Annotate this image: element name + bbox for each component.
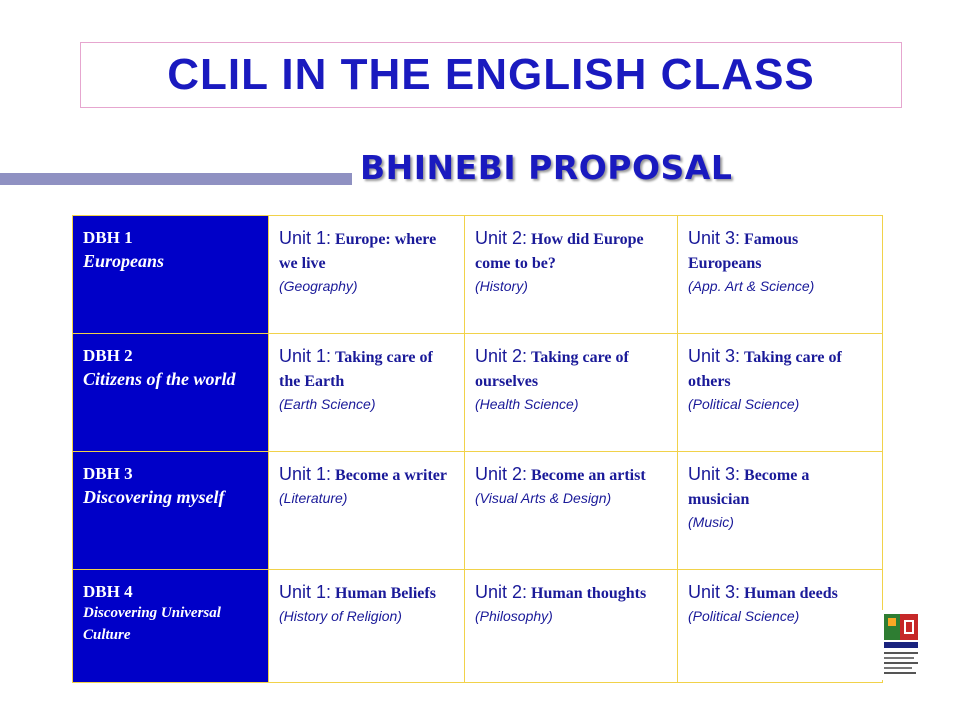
unit-title: Become an artist [531,467,646,485]
unit-cell [678,452,883,570]
unit-title: Taking care of ourselves [475,349,629,391]
basque-government-logo-icon [880,610,924,680]
unit-subject: (History of Religion) [279,608,402,625]
unit-heading [279,580,454,606]
page-subtitle: BHINEBI PROPOSAL [360,148,733,187]
table-row [73,334,883,452]
unit-cell [465,334,678,452]
table-row [73,452,883,570]
unit-number: Unit 2: [475,464,528,485]
title-frame [80,42,902,108]
unit-number: Unit 1: [279,228,332,248]
unit-heading [688,226,872,276]
unit-number: Unit 2: [475,346,528,367]
unit-subject: (Health Science) [475,396,579,413]
level-name: DBH 3 [83,464,133,484]
unit-subject: (Political Science) [688,396,800,413]
unit-number: Unit 3: [688,464,741,485]
level-cell [73,570,269,683]
unit-cell [678,216,883,334]
unit-title: Taking care of the Earth [279,349,433,391]
unit-cell [269,334,465,452]
unit-subject: (Earth Science) [279,396,376,413]
unit-subject: (Music) [688,514,734,531]
unit-heading [688,580,872,606]
level-cell [73,452,269,570]
unit-number: Unit 1: [279,582,332,603]
level-cell [73,216,269,334]
unit-subject: (Visual Arts & Design) [475,490,612,507]
level-cell [73,334,269,452]
unit-cell [465,570,678,683]
unit-subject: (App. Art & Science) [688,278,815,294]
unit-heading [688,344,872,394]
unit-cell [465,452,678,570]
unit-heading [475,580,667,606]
unit-heading [279,226,454,276]
unit-cell [678,570,883,683]
unit-title: Taking care of others [688,349,842,391]
unit-title: Become a musician [688,467,810,509]
unit-subject: (History) [475,278,528,294]
level-theme: Citizens of the world [83,369,236,390]
unit-number: Unit 1: [279,464,332,485]
unit-subject: (Literature) [279,490,348,507]
unit-title: Human deeds [744,585,838,603]
unit-cell [269,570,465,683]
level-theme: Discovering Universal Culture [83,605,221,644]
unit-heading [279,462,454,488]
unit-heading [279,344,454,394]
unit-heading [475,344,667,394]
unit-cell [269,452,465,570]
unit-title: How did Europe come to be? [475,231,644,272]
level-name: DBH 1 [83,228,133,247]
unit-heading [475,462,667,488]
unit-title: Human thoughts [531,585,647,603]
level-theme: Europeans [83,251,165,271]
unit-number: Unit 3: [688,582,741,603]
unit-heading [688,462,872,512]
page-title: CLIL IN THE ENGLISH CLASS [167,50,815,99]
unit-number: Unit 2: [475,228,528,248]
subtitle-accent-bar [0,173,352,185]
unit-subject: (Political Science) [688,608,800,625]
unit-cell [678,334,883,452]
unit-number: Unit 1: [279,346,332,367]
unit-title: Human Beliefs [335,585,436,603]
unit-number: Unit 3: [688,346,741,367]
unit-title: Europe: where we live [279,231,437,272]
unit-number: Unit 2: [475,582,528,603]
unit-cell [269,216,465,334]
unit-title: Become a writer [335,467,447,485]
unit-cell [465,216,678,334]
level-name: DBH 2 [83,346,133,366]
table-row [73,216,883,334]
curriculum-table [72,215,883,683]
unit-subject: (Geography) [279,278,358,294]
table-row [73,570,883,683]
unit-number: Unit 3: [688,228,741,248]
level-name: DBH 4 [83,582,133,602]
unit-subject: (Philosophy) [475,608,553,625]
level-theme: Discovering myself [83,487,225,508]
unit-title: Famous Europeans [688,231,799,272]
unit-heading [475,226,667,276]
